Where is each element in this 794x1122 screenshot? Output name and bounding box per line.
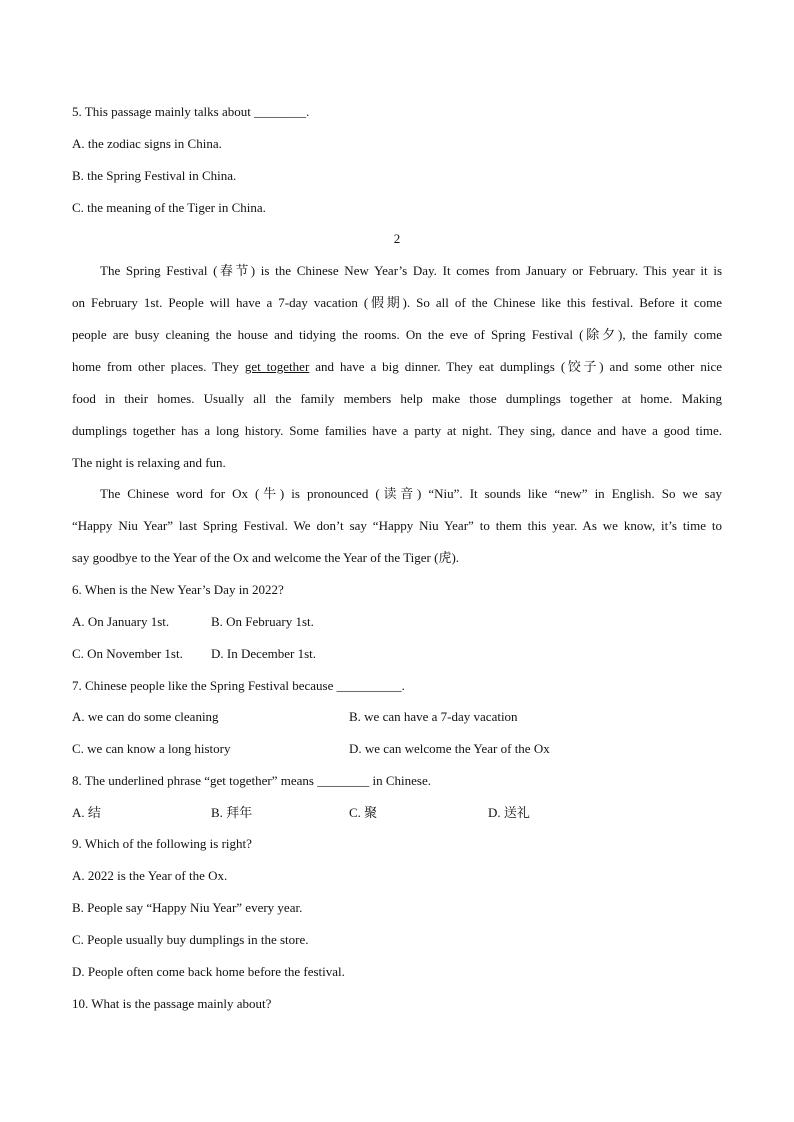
passage-line: say goodbye to the Year of the Ox and welcome the Year of the Tiger (虎). (72, 550, 460, 565)
question-8-option-c: C. 聚 (349, 805, 378, 820)
question-9-option-c: C. People usually buy dumplings in the store. (72, 932, 309, 947)
question-6-option-d: D. In December 1st. (211, 646, 317, 661)
question-8-option-d: D. 送礼 (488, 805, 530, 820)
question-8-stem: 8. The underlined phrase “get together” means ________ in Chinese. (72, 773, 431, 788)
question-10-stem: 10. What is the passage mainly about? (72, 996, 272, 1011)
passage-line: The Spring Festival (春节) is the Chinese New Year’s Day. It comes from January or February. This year it is (100, 263, 722, 278)
question-5-stem: 5. This passage mainly talks about ________. (72, 104, 310, 119)
question-9-stem: 9. Which of the following is right? (72, 836, 252, 851)
passage-line: people are busy cleaning the house and tidying the rooms. On the eve of Spring Festival (除夕), the family come (72, 327, 722, 342)
passage-text: and have a big dinner. They eat dumplings (饺子) and some other nice (309, 359, 722, 374)
question-9-option-b: B. People say “Happy Niu Year” every year. (72, 900, 303, 915)
question-6-stem: 6. When is the New Year’s Day in 2022? (72, 582, 284, 597)
question-6-option-c: C. On November 1st. (72, 646, 183, 661)
passage-line: dumplings together has a long history. Some families have a party at night. They sing, dance and have a good time. (72, 423, 722, 438)
question-7-option-c: C. we can know a long history (72, 741, 231, 756)
question-6-option-b: B. On February 1st. (211, 614, 314, 629)
question-6-option-a: A. On January 1st. (72, 614, 170, 629)
question-5-option-a: A. the zodiac signs in China. (72, 136, 222, 151)
question-8-option-b: B. 拜年 (211, 805, 253, 820)
passage-line-with-underline (72, 359, 722, 375)
question-9-option-a: A. 2022 is the Year of the Ox. (72, 868, 228, 883)
question-7-option-b: B. we can have a 7-day vacation (349, 709, 518, 724)
passage-line: on February 1st. People will have a 7-day vacation (假期). So all of the Chinese like this festival. Before it come (72, 295, 722, 310)
passage-line: The Chinese word for Ox (牛) is pronounced (读音) “Niu”. It sounds like “new” in English. So we say (100, 486, 722, 501)
question-8-option-a: A. 结 (72, 805, 101, 820)
passage-line: “Happy Niu Year” last Spring Festival. We don’t say “Happy Niu Year” to them this year. As we know, it’s time to (72, 518, 722, 533)
question-7-option-d: D. we can welcome the Year of the Ox (349, 741, 550, 756)
question-9-option-d: D. People often come back home before the festival. (72, 964, 345, 979)
question-7-option-a: A. we can do some cleaning (72, 709, 219, 724)
passage-text: home from other places. They (72, 359, 245, 374)
question-7-stem: 7. Chinese people like the Spring Festival because __________. (72, 678, 405, 693)
question-5-option-c: C. the meaning of the Tiger in China. (72, 200, 266, 215)
question-5-option-b: B. the Spring Festival in China. (72, 168, 237, 183)
passage-line: The night is relaxing and fun. (72, 455, 226, 470)
section-number: 2 (393, 231, 401, 246)
underlined-phrase: get together (244, 359, 310, 374)
passage-line: food in their homes. Usually all the family members help make those dumplings together at home. Making (72, 391, 722, 406)
